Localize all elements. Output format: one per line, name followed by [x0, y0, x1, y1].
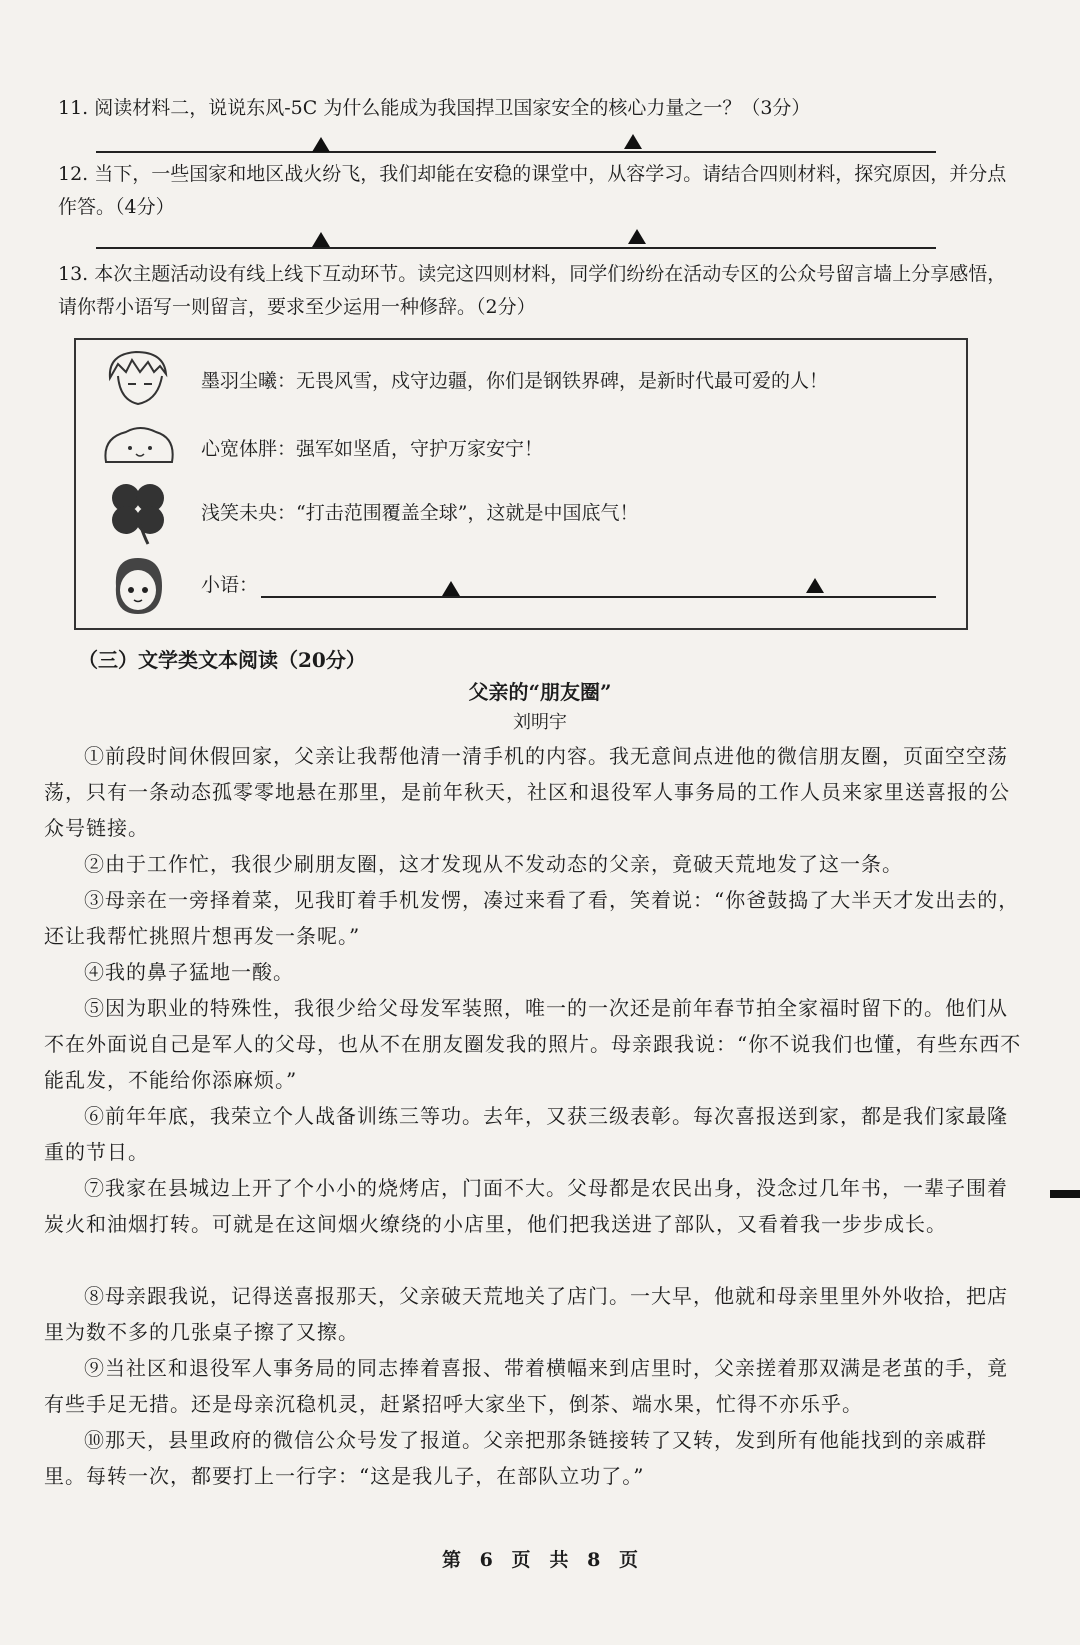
article-title: 父亲的“朋友圈” — [468, 680, 612, 704]
comment-row — [76, 414, 966, 478]
paragraph: ⑥前年年底，我荣立个人战备训练三等功。去年，又获三级表彰。每次喜报送到家，都是我们家最隆重的节日。 — [44, 1104, 1008, 1164]
answer-marker-icon — [806, 578, 824, 593]
paragraph: ⑧母亲跟我说，记得送喜报那天，父亲破天荒地关了店门。一大早，他就和母亲里里外外收拾，把店里为数不多的几张桌子擦了又擦。 — [44, 1284, 1008, 1344]
paragraph: ④我的鼻子猛地一酸。 — [84, 960, 294, 984]
answer-line-11[interactable] — [96, 151, 936, 153]
question-12: 12. 当下，一些国家和地区战火纷飞，我们却能在安稳的课堂中，从容学习。请结合四则材料，探究原因，并分点作答。（4分） — [58, 163, 1007, 218]
paragraph: ③母亲在一旁择着菜，见我盯着手机发愣，凑过来看了看，笑着说：“你爸鼓捣了大半天才发出去的，还让我帮忙挑照片想再发一条呢。” — [44, 888, 1020, 948]
answer-marker-icon — [628, 229, 646, 244]
paragraph: ②由于工作忙，我很少刷朋友圈，这才发现从不发动态的父亲，竟破天荒地发了这一条。 — [84, 852, 903, 876]
paragraph: ⑩那天，县里政府的微信公众号发了报道。父亲把那条链接转了又转，发到所有他能找到的亲戚群里。每转一次，都要打上一行字：“这是我儿子，在部队立功了。” — [44, 1428, 987, 1488]
comment-text: 小语： — [201, 574, 259, 596]
question-13: 13. 本次主题活动设有线上线下互动环节。读完这四则材料，同学们纷纷在活动专区的公众号留言墙上分享感悟，请你帮小语写一则留言，要求至少运用一种修辞。（2分） — [58, 263, 1007, 318]
boy-avatar-icon — [100, 348, 178, 410]
comment-row — [76, 480, 966, 544]
paragraph: ⑨当社区和退役军人事务局的同志捧着喜报、带着横幅来到店里时，父亲搓着那双满是老茧的手，竟有些手足无措。还是母亲沉稳机灵，赶紧招呼大家坐下，倒茶、端水果，忙得不亦乐乎。 — [44, 1356, 1008, 1416]
answer-marker-icon — [624, 134, 642, 149]
comment-text: 墨羽尘曦：无畏风雪，戍守边疆，你们是钢铁界碑，是新时代最可爱的人！ — [201, 370, 829, 392]
paragraph: ①前段时间休假回家，父亲让我帮他清一清手机的内容。我无意间点进他的微信朋友圈，页面空空荡荡，只有一条动态孤零零地悬在那里，是前年秋天，社区和退役军人事务局的工作人员来家里送喜报的公众号链接。 — [44, 744, 1010, 840]
answer-marker-icon — [442, 581, 460, 596]
comment-row — [76, 348, 966, 412]
paragraph: ⑦我家在县城边上开了个小小的烧烤店，门面不大。父母都是农民出身，没念过几年书，一辈子围着炭火和油烟打转。可就是在这间烟火缭绕的小店里，他们把我送进了部队，又看着我一步步成长。 — [44, 1176, 1008, 1236]
comment-text: 浅笑未央：“打击范围覆盖全球”，这就是中国底气！ — [201, 502, 639, 524]
comment-text: 心宽体胖：强军如坚盾，守护万家安宁！ — [201, 438, 544, 460]
section-heading: （三）文学类文本阅读（20分） — [78, 648, 366, 672]
xiaoyu-answer-line[interactable] — [261, 596, 936, 598]
article-author: 刘明宇 — [513, 712, 567, 733]
girl-avatar-icon — [100, 552, 178, 614]
edge-mark — [1050, 1190, 1080, 1198]
bun-avatar-icon — [100, 418, 178, 480]
comment-wall — [74, 338, 968, 630]
answer-marker-icon — [312, 232, 330, 247]
question-11: 11. 阅读材料二，说说东风-5C 为什么能成为我国捍卫国家安全的核心力量之一？（3分） — [58, 97, 811, 119]
clover-avatar-icon — [100, 480, 178, 542]
answer-marker-icon — [312, 137, 330, 152]
paragraph: ⑤因为职业的特殊性，我很少给父母发军装照，唯一的一次还是前年春节拍全家福时留下的。他们从不在外面说自己是军人的父母，也从不在朋友圈发我的照片。母亲跟我说：“你不说我们也懂，有些东西不能乱发，不能给你添麻烦。” — [44, 996, 1022, 1092]
answer-line-12[interactable] — [96, 247, 936, 249]
comment-row — [76, 548, 966, 612]
page-number: 第 6 页 共 8 页 — [442, 1549, 638, 1571]
